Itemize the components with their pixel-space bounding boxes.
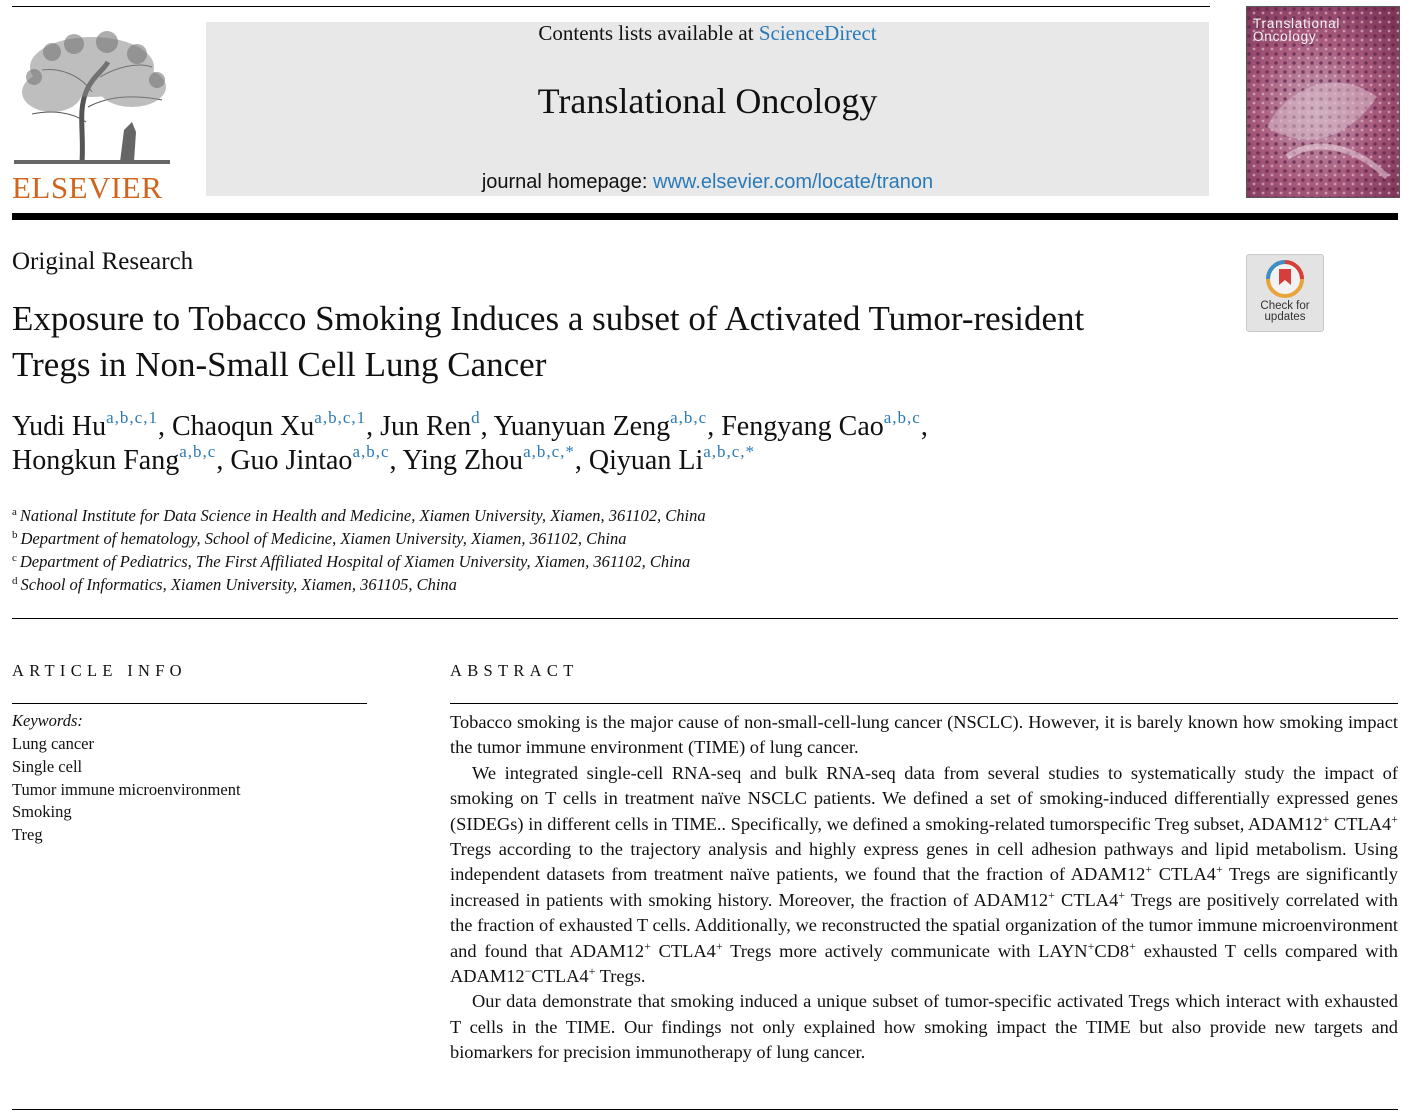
author-name[interactable]: Fengyang Cao xyxy=(721,411,884,442)
author-affiliation-sup[interactable]: a,b,c,* xyxy=(523,442,575,461)
keyword-item[interactable]: Tumor immune microenvironment xyxy=(12,779,241,799)
abstract-heading: ABSTRACT xyxy=(450,661,579,680)
keyword-item[interactable]: Lung cancer xyxy=(12,734,94,753)
bottom-rule xyxy=(12,1109,1398,1110)
homepage-prefix: journal homepage: xyxy=(481,171,654,193)
author-name[interactable]: Hongkun Fang xyxy=(12,445,180,476)
author-separator: , xyxy=(216,445,231,476)
header-thick-rule xyxy=(12,213,1398,220)
section-divider xyxy=(12,618,1398,619)
affiliation-letter: a xyxy=(12,506,17,518)
keyword-list xyxy=(12,733,241,847)
affiliation-text: School of Informatics, Xiamen University, Xiamen, 361105, China xyxy=(20,575,457,594)
article-title-line1: Exposure to Tobacco Smoking Induces a subset of Activated Tumor-resident xyxy=(12,299,1085,338)
author-name[interactable]: Qiyuan Li xyxy=(588,445,704,476)
author-separator: , xyxy=(574,445,589,476)
author-name[interactable]: Guo Jintao xyxy=(230,445,353,476)
author-name[interactable]: Yuanyuan Zeng xyxy=(493,411,671,442)
keywords-label: Keywords: xyxy=(12,711,83,730)
sciencedirect-link[interactable]: ScienceDirect xyxy=(758,21,877,45)
check-for-updates-button[interactable] xyxy=(1246,254,1324,332)
keyword-item[interactable]: Smoking xyxy=(12,802,72,822)
article-info-heading: ARTICLE INFO xyxy=(12,661,187,680)
author-affiliation-sup[interactable]: a,b,c xyxy=(179,442,217,461)
author-separator: , xyxy=(389,445,403,476)
affiliation-list xyxy=(12,504,706,596)
author-name[interactable]: Chaoqun Xu xyxy=(171,411,315,442)
article-type: Original Research xyxy=(12,248,194,275)
author-list xyxy=(12,410,1402,478)
abstract-paragraph-2: We integrated single-cell RNA-seq and bulk RNA-seq data from several studies to systematically study the impact of smoking on T cells in treatment naïve NSCLC patients. We defined a set of smoking-induced differentially expressed genes (SIDEGs) in different cells in TIME.. Specifically, we defined a smoking-related tumorspecific Treg subset, ADAM12+ CTLA4+ Tregs according to the trajectory analysis and highly express genes in cell adhesion pathways and lipid metabolism. Using independent datasets from treatment naïve patients, we found that the fraction of ADAM12+ CTLA4+ Tregs are significantly increased in patients with smoking history. Moreover, the fraction of ADAM12+ CTLA4+ Tregs are positively correlated with the fraction of exhausted T cells. Additionally, we reconstructed the spatial organization of the tumor immune microenvironment and found that ADAM12+ CTLA4+ Tregs more actively communicate with LAYN+CD8+ exhausted T cells compared with ADAM12−CTLA4+ Tregs. xyxy=(450,762,1399,987)
author-line-2 xyxy=(12,444,1402,478)
abstract-rule xyxy=(450,703,1398,704)
crossmark-icon xyxy=(1247,255,1323,301)
author-affiliation-sup[interactable]: a,b,c,1 xyxy=(106,408,158,427)
affiliation-letter: b xyxy=(12,529,18,541)
crossmark-label xyxy=(1247,301,1323,323)
journal-cover-thumbnail[interactable] xyxy=(1246,6,1400,198)
author-affiliation-sup[interactable]: d xyxy=(471,408,481,427)
cover-title-line2: Oncology xyxy=(1253,29,1317,44)
affiliation-letter: c xyxy=(12,552,17,564)
header-top-rule xyxy=(12,6,1210,7)
author-line-1 xyxy=(12,410,1402,444)
affiliation-text: Department of Pediatrics, The First Affiliated Hospital of Xiamen University, Xiamen, 361102, China xyxy=(19,552,691,571)
affiliation-item xyxy=(12,550,706,573)
contents-line xyxy=(206,21,1209,46)
author-separator: , xyxy=(480,411,494,442)
article-title-line2: Tregs in Non-Small Cell Lung Cancer xyxy=(12,345,547,384)
journal-title: Translational Oncology xyxy=(537,81,878,121)
author-separator: , xyxy=(157,411,172,442)
abstract-paragraph-3: Our data demonstrate that smoking induced a unique subset of tumor-specific activated Tregs which interact with exhausted T cells in the TIME. Our findings not only explained how smoking impact the TIME but also provide new targets and biomarkers for precision immunotherapy of lung cancer. xyxy=(450,991,1398,1063)
author-name[interactable]: Jun Ren xyxy=(380,411,472,442)
journal-homepage-link[interactable]: www.elsevier.com/locate/tranon xyxy=(653,171,934,193)
author-affiliation-sup[interactable]: a,b,c,1 xyxy=(314,408,367,427)
author-name[interactable]: Yudi Hu xyxy=(12,411,107,442)
article-title xyxy=(12,296,1222,388)
author-affiliation-sup[interactable]: a,b,c,* xyxy=(703,442,756,461)
affiliation-text: National Institute for Data Science in Health and Medicine, Xiamen University, Xiamen, 361102, China xyxy=(19,506,706,525)
affiliation-item xyxy=(12,573,706,596)
author-affiliation-sup[interactable]: a,b,c xyxy=(352,442,390,461)
author-separator: , xyxy=(707,411,722,442)
contents-prefix: Contents lists available at xyxy=(538,21,759,45)
author-affiliation-sup[interactable]: a,b,c xyxy=(670,408,708,427)
affiliation-item xyxy=(12,527,706,550)
affiliation-text: Department of hematology, School of Medicine, Xiamen University, Xiamen, 361102, China xyxy=(20,529,627,548)
cover-title xyxy=(1253,17,1340,43)
cover-title-line1: Translational xyxy=(1253,16,1341,31)
author-separator: , xyxy=(920,411,928,442)
author-separator: , xyxy=(366,411,381,442)
keyword-item[interactable]: Single cell xyxy=(12,756,83,776)
homepage-line xyxy=(206,171,1209,194)
affiliation-item xyxy=(12,504,706,527)
keyword-item[interactable]: Treg xyxy=(12,825,43,845)
abstract-paragraph-1: Tobacco smoking is the major cause of non-small-cell-lung cancer (NSCLC). However, it is barely known how smoking impact the tumor immune environment (TIME) of lung cancer. xyxy=(450,712,1398,758)
crossmark-label-line2: updates xyxy=(1264,311,1306,323)
abstract-body xyxy=(450,710,1398,1066)
author-name[interactable]: Ying Zhou xyxy=(402,445,524,476)
affiliation-letter: d xyxy=(12,575,18,587)
article-info-rule xyxy=(12,703,367,704)
elsevier-wordmark: ELSEVIER xyxy=(12,170,163,205)
author-affiliation-sup[interactable]: a,b,c xyxy=(883,408,921,427)
crossmark-label-line1: Check for xyxy=(1260,300,1310,312)
